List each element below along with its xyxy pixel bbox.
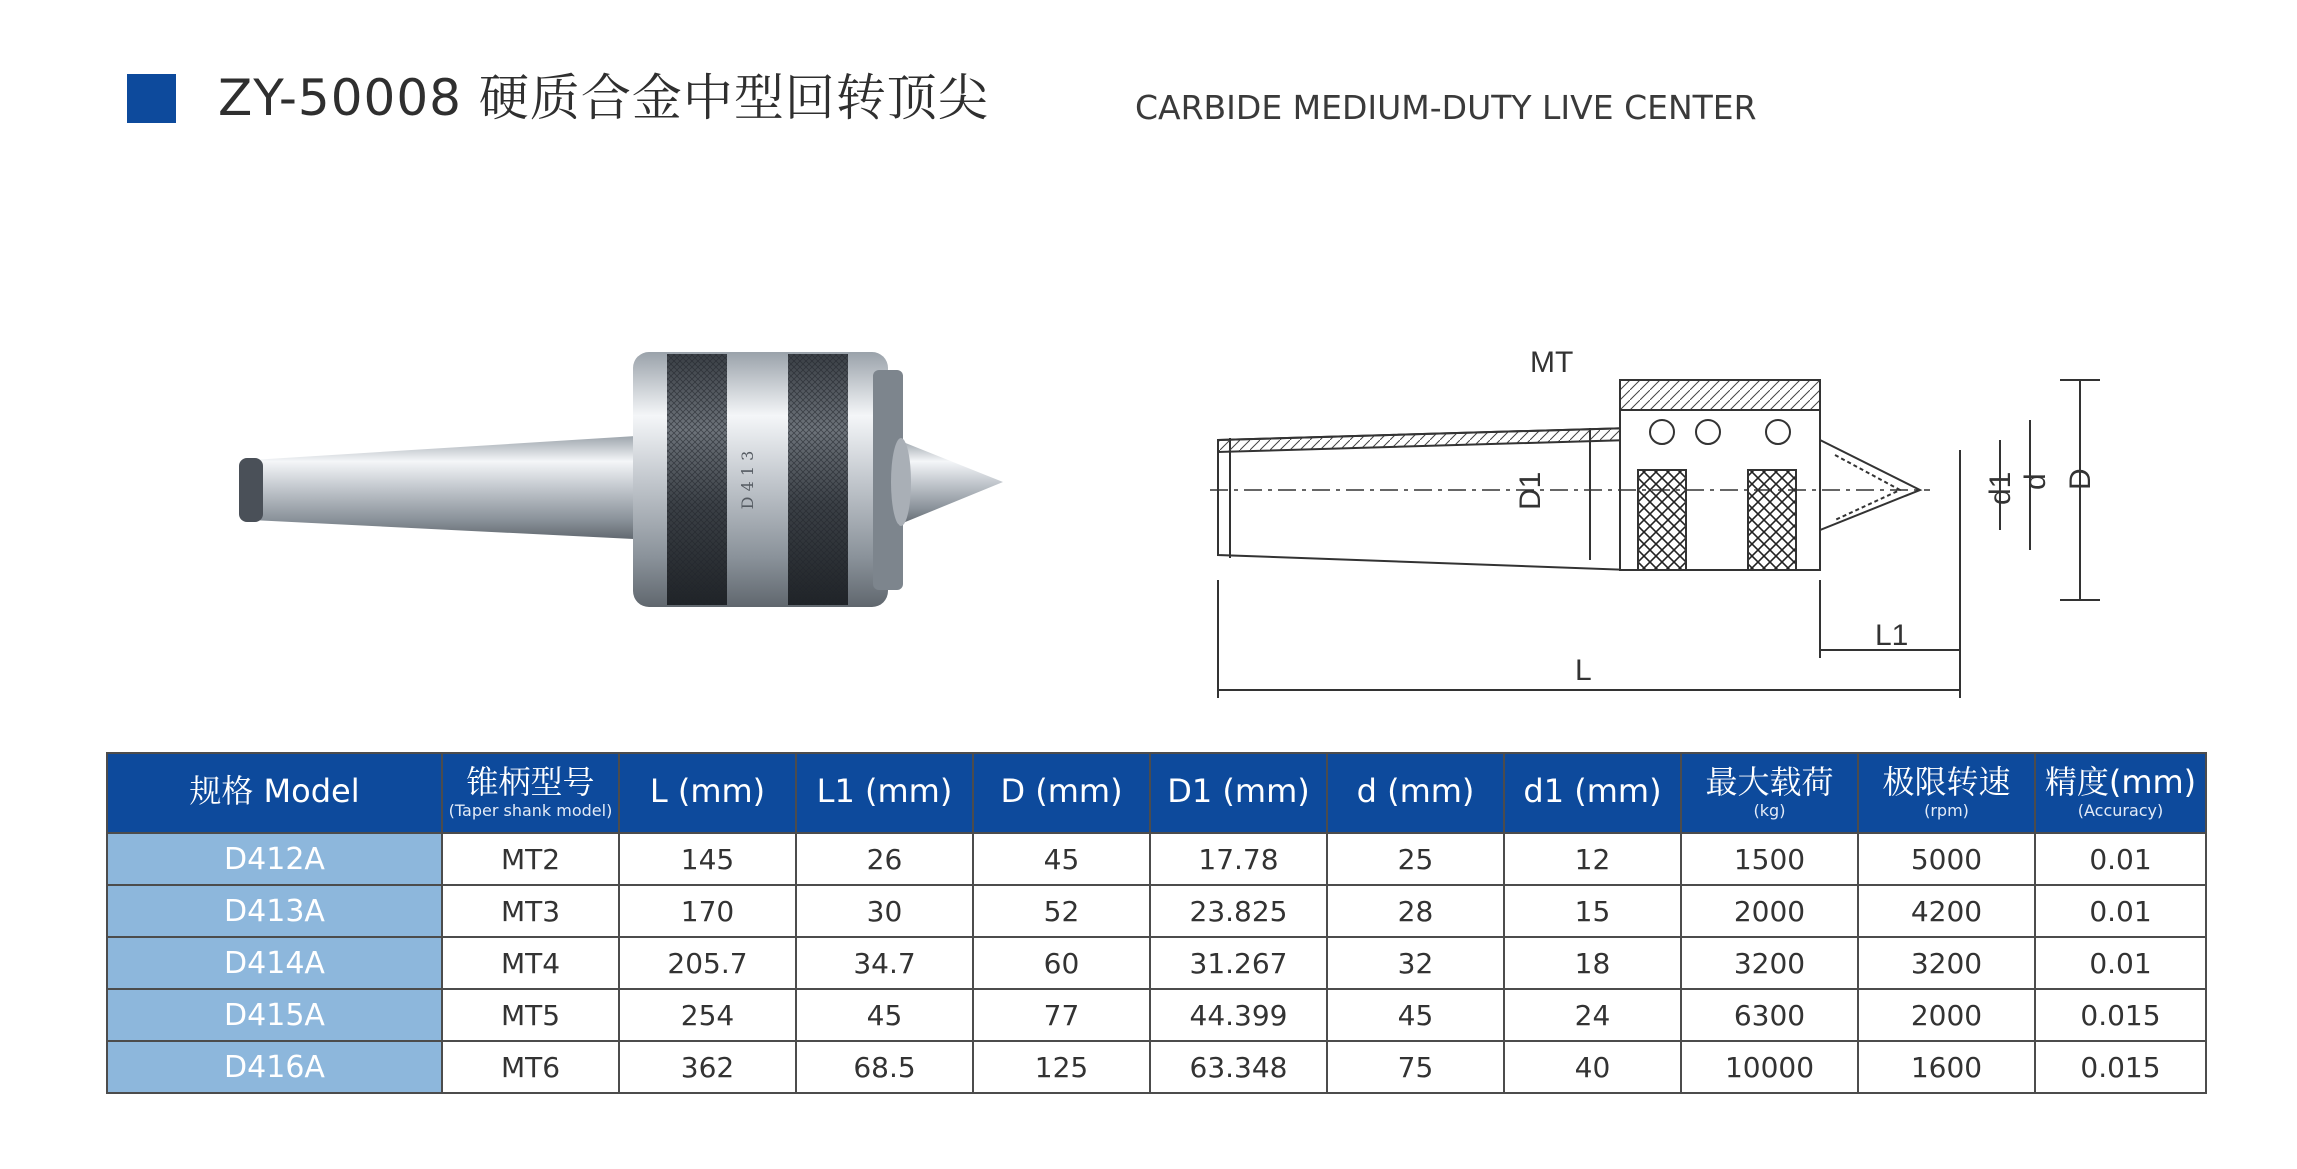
table-cell: 362 — [619, 1041, 796, 1093]
column-header: 精度(mm) (Accuracy) — [2035, 753, 2206, 833]
table-cell: MT6 — [442, 1041, 619, 1093]
table-cell: 18 — [1504, 937, 1681, 989]
table-cell: 77 — [973, 989, 1150, 1041]
table-cell: 17.78 — [1150, 833, 1327, 885]
column-header: L (mm) — [619, 753, 796, 833]
table-cell: 0.01 — [2035, 885, 2206, 937]
table-cell: 0.01 — [2035, 937, 2206, 989]
table-row — [107, 1041, 2206, 1093]
table-cell: 68.5 — [796, 1041, 973, 1093]
table-cell: 6300 — [1681, 989, 1858, 1041]
table-cell: 60 — [973, 937, 1150, 989]
table-cell: 145 — [619, 833, 796, 885]
table-cell: 26 — [796, 833, 973, 885]
table-cell: 45 — [796, 989, 973, 1041]
table-cell: 30 — [796, 885, 973, 937]
column-header: D (mm) — [973, 753, 1150, 833]
table-cell: 24 — [1504, 989, 1681, 1041]
column-header: 锥柄型号 (Taper shank model) — [442, 753, 619, 833]
label-mt: MT — [1530, 346, 1574, 379]
table-cell: 1600 — [1858, 1041, 2035, 1093]
table-cell: 40 — [1504, 1041, 1681, 1093]
table-cell: 1500 — [1681, 833, 1858, 885]
table-cell: 15 — [1504, 885, 1681, 937]
label-d1: d1 — [1984, 471, 2017, 505]
table-cell: MT4 — [442, 937, 619, 989]
table-row — [107, 885, 2206, 937]
table-row — [107, 989, 2206, 1041]
table-cell: 28 — [1327, 885, 1504, 937]
table-cell: MT3 — [442, 885, 619, 937]
column-header: D1 (mm) — [1150, 753, 1327, 833]
title-square-icon — [127, 74, 176, 123]
table-cell: 0.01 — [2035, 833, 2206, 885]
table-cell: 34.7 — [796, 937, 973, 989]
table-cell: 205.7 — [619, 937, 796, 989]
column-header: d1 (mm) — [1504, 753, 1681, 833]
technical-drawing — [1200, 340, 2160, 710]
table-cell: 10000 — [1681, 1041, 1858, 1093]
model-cell: D415A — [107, 989, 442, 1041]
column-header: 最大载荷 (kg) — [1681, 753, 1858, 833]
table-cell: 3200 — [1681, 937, 1858, 989]
table-cell: 45 — [973, 833, 1150, 885]
table-cell: 0.015 — [2035, 1041, 2206, 1093]
table-cell: 12 — [1504, 833, 1681, 885]
table-cell: 5000 — [1858, 833, 2035, 885]
table-cell: 4200 — [1858, 885, 2035, 937]
column-header: L1 (mm) — [796, 753, 973, 833]
model-cell: D416A — [107, 1041, 442, 1093]
spec-table — [106, 752, 2207, 1094]
table-row — [107, 937, 2206, 989]
table-cell: 32 — [1327, 937, 1504, 989]
table-cell: 0.015 — [2035, 989, 2206, 1041]
table-cell: 23.825 — [1150, 885, 1327, 937]
model-cell: D413A — [107, 885, 442, 937]
table-cell: 2000 — [1858, 989, 2035, 1041]
table-cell: 25 — [1327, 833, 1504, 885]
table-cell: 254 — [619, 989, 796, 1041]
page-subtitle: CARBIDE MEDIUM-DUTY LIVE CENTER — [1135, 88, 1757, 127]
column-header: d (mm) — [1327, 753, 1504, 833]
label-L1: L1 — [1875, 619, 1909, 652]
column-header: 极限转速 (rpm) — [1858, 753, 2035, 833]
label-d: d — [2019, 473, 2052, 490]
label-L: L — [1575, 654, 1592, 687]
table-cell: MT5 — [442, 989, 619, 1041]
product-photo — [233, 340, 1063, 620]
label-D: D — [2064, 468, 2097, 490]
engraving-text: D 4 1 3 — [738, 450, 757, 510]
model-cell: D414A — [107, 937, 442, 989]
page-title: ZY-50008 硬质合金中型回转顶尖 — [218, 69, 989, 127]
table-cell: 2000 — [1681, 885, 1858, 937]
model-cell: D412A — [107, 833, 442, 885]
table-cell: 31.267 — [1150, 937, 1327, 989]
table-row — [107, 833, 2206, 885]
table-cell: 75 — [1327, 1041, 1504, 1093]
table-cell: 44.399 — [1150, 989, 1327, 1041]
table-cell: 45 — [1327, 989, 1504, 1041]
table-cell: 52 — [973, 885, 1150, 937]
table-cell: 3200 — [1858, 937, 2035, 989]
label-D1: D1 — [1514, 471, 1547, 510]
table-header-row — [107, 753, 2206, 833]
table-cell: MT2 — [442, 833, 619, 885]
column-header: 规格 Model — [107, 753, 442, 833]
table-cell: 125 — [973, 1041, 1150, 1093]
table-cell: 63.348 — [1150, 1041, 1327, 1093]
table-cell: 170 — [619, 885, 796, 937]
